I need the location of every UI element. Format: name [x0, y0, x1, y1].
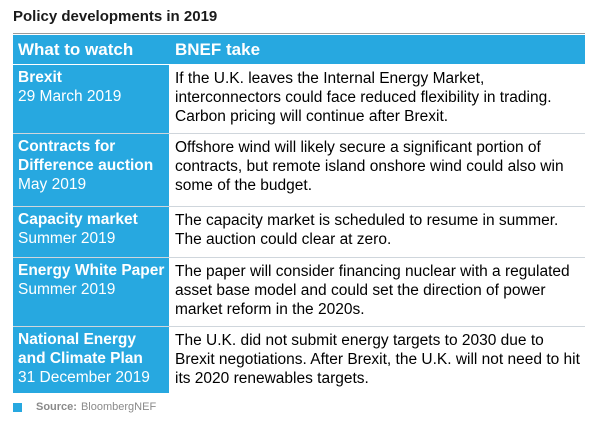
- row-topic-cell: [13, 134, 169, 206]
- table-row: [13, 327, 585, 393]
- row-topic: Capacity market: [18, 211, 138, 228]
- row-topic-cell: [13, 258, 169, 326]
- table-row: [13, 65, 585, 134]
- table-row: [13, 134, 585, 207]
- row-date: Summer 2019: [18, 281, 116, 298]
- row-take: The capacity market is scheduled to resume in summer. The auction could clear at zero.: [169, 207, 585, 257]
- row-topic: National Energy and Climate Plan: [18, 331, 143, 367]
- row-topic-cell: [13, 327, 169, 393]
- row-take: The U.K. did not submit energy targets to 2030 due to Brexit negotiations. After Brexit, the U.K. will not need to hit its 2020 renewables targets.: [169, 327, 585, 393]
- header-what-to-watch: What to watch: [13, 35, 169, 64]
- source-value: BloombergNEF: [80, 401, 157, 413]
- row-take: If the U.K. leaves the Internal Energy Market, interconnectors could face reduced flexibility in trading. Carbon pricing will continue after Brexit.: [169, 65, 585, 133]
- row-date: 31 December 2019: [18, 369, 150, 386]
- row-topic: Energy White Paper: [18, 262, 165, 279]
- source-note: [13, 401, 156, 413]
- table-row: [13, 258, 585, 327]
- row-topic: Brexit: [18, 69, 62, 86]
- source-label: Source:: [36, 401, 77, 413]
- source-marker-icon: [13, 403, 22, 412]
- row-date: Summer 2019: [18, 230, 116, 247]
- table-header-row: [13, 35, 585, 65]
- row-topic-cell: [13, 65, 169, 133]
- page-title: Policy developments in 2019: [13, 8, 218, 25]
- row-topic-cell: [13, 207, 169, 257]
- row-date: May 2019: [18, 176, 87, 193]
- header-bnef-take: BNEF take: [169, 35, 585, 64]
- title-divider: [13, 33, 585, 34]
- table-row: [13, 207, 585, 258]
- row-take: The paper will consider financing nuclear with a regulated asset base model and could set the direction of power market reform in the 2020s.: [169, 258, 585, 326]
- row-take: Offshore wind will likely secure a significant portion of contracts, but remote island onshore wind could also win some of the budget.: [169, 134, 585, 206]
- policy-table: [13, 35, 585, 393]
- row-topic: Contracts for Difference auction: [18, 138, 154, 174]
- row-date: 29 March 2019: [18, 88, 122, 105]
